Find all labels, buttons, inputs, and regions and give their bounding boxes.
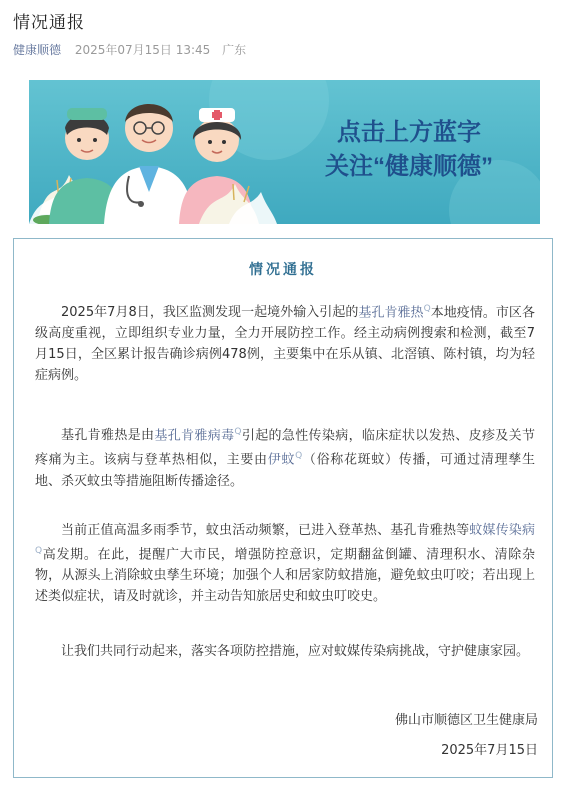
paragraph-2 xyxy=(35,422,535,492)
notice-card xyxy=(13,238,553,778)
paragraph-3 xyxy=(35,520,535,607)
p3-text-pre: 当前正值高温多雨季节，蚊虫活动频繁，已进入登革热、基孔肯雅热等 xyxy=(61,523,470,538)
p1-text-post: 本地疫情。市区各级高度重视，立即组织专业力量，全力开展防控工作。经主动病例搜索和检测，截至7月15日，全区累计报告确诊病例478例，主要集中在乐从镇、北滘镇、陈村镇，均为轻症病例。 xyxy=(35,305,535,384)
article-title: 情况通报 xyxy=(13,13,85,33)
signature-org: 佛山市顺德区卫生健康局 xyxy=(394,713,538,728)
publish-location: 广东 xyxy=(222,43,247,57)
search-magnifier-icon[interactable]: Q xyxy=(423,304,431,314)
follow-banner[interactable] xyxy=(29,80,540,224)
signature-date: 2025年7月15日 xyxy=(441,743,538,758)
banner-line1: 点击上方蓝字 xyxy=(337,119,481,146)
banner-illustration xyxy=(29,80,540,224)
search-magnifier-icon[interactable]: Q xyxy=(295,451,303,462)
keyword-aedes-mosquito[interactable]: 伊蚊 xyxy=(267,452,296,468)
p3-text-post: 高发期。在此，提醒广大市民，增强防控意识，定期翻盆倒罐、清理积水、清除杂物，从源头上消除蚊虫孳生环境；加强个人和居家防蚊措施，避免蚊虫叮咬；若出现上述类似症状，请及时就诊，并主动告知旅居史和蚊虫叮咬史。 xyxy=(35,547,535,605)
p4-text: 让我们共同行动起来，落实各项防控措施，应对蚊媒传染病挑战，守护健康家园。 xyxy=(61,644,530,659)
notice-heading: 情况通报 xyxy=(249,262,317,278)
paragraph-1 xyxy=(35,299,535,386)
article-meta xyxy=(13,41,246,58)
p2-text-post: （俗称花斑蚊）传播，可通过清理孳生地、杀灭蚊虫等措施阻断传播途径。 xyxy=(35,452,535,489)
search-magnifier-icon[interactable]: Q xyxy=(35,546,43,556)
p2-text-mid: 引起的急性传染病，临床症状以发热、皮疹及关节疼痛为主。该病与登革热相似，主要由 xyxy=(35,428,535,468)
p2-text-pre: 基孔肯雅热是由 xyxy=(61,428,155,444)
author-link[interactable]: 健康顺德 xyxy=(13,43,62,57)
keyword-chikungunya-virus[interactable]: 基孔肯雅病毒 xyxy=(154,428,235,444)
paragraph-4 xyxy=(35,641,535,662)
p1-text-pre: 2025年7月8日，我区监测发现一起境外输入引起的 xyxy=(61,305,359,321)
keyword-chikungunya-fever[interactable]: 基孔肯雅热 xyxy=(358,305,424,321)
publish-date: 2025年07月15日 13:45 xyxy=(74,43,211,57)
banner-line2: 关注“健康顺德” xyxy=(325,153,493,180)
keyword-mosquito-borne-disease[interactable]: 蚊媒传染病 xyxy=(469,523,535,538)
search-magnifier-icon[interactable]: Q xyxy=(234,427,242,437)
